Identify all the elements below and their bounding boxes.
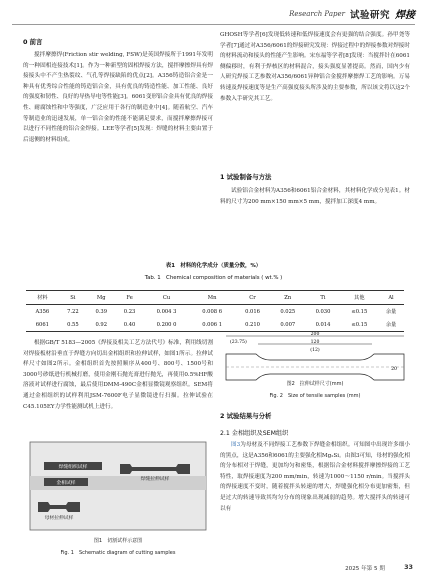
- header-script-title: Research Paper: [289, 9, 345, 18]
- table-cell: 7.22: [67, 308, 79, 315]
- table-header-cell: Mn: [189, 291, 235, 305]
- table-cell: 余量: [378, 318, 404, 332]
- figure2-caption-en: Fig. 2 Size of tensile samples (mm): [269, 393, 361, 399]
- page-number: 33: [404, 563, 413, 571]
- table-header-cell: Ti: [305, 291, 340, 305]
- dim-grip-width: 20: [391, 367, 397, 372]
- table-header-cell: 材料: [26, 291, 59, 305]
- dim-total-length: 200: [310, 332, 320, 337]
- table-cell: 0.210: [235, 318, 270, 332]
- intro-paragraph: 搅拌摩擦焊(Friction stir welding, FSW)是英国焊接所于1991年发明的一种固相连接技术[1]。作为一种新型的固相焊接方法，搅拌摩擦焊具有焊接接头中不产生热裂纹、气孔等焊接缺陷的优点[2]。A356铸造铝合金是一种具有优秀综合性能的铸造铝合金，具有优良的铸造性能、加工性能、良好的强度和韧性、良好的导热导电等性能[3]。6061变形铝合金具有优良的焊接性、耐腐蚀性和中等强度，广泛应用于各行的制造业中[4]。随着航空、汽车等制造业的迅速发展，单一铝合金的性能不能满足要求，而搅拌摩擦焊接可以进行不同性能的铝合金焊接。LEE等学者[5]发现：焊缝的材料主要由置于后退侧的材料组成。: [23, 52, 213, 143]
- right-top-paragraph-box: [220, 30, 410, 146]
- section1-heading: 1 试验制备与方法: [220, 173, 272, 181]
- journal-header: [289, 6, 415, 21]
- table-header-cell: Al: [378, 291, 404, 305]
- header-divider: [12, 24, 415, 25]
- table-row: [26, 318, 404, 332]
- header-section-title: 试验研究: [349, 9, 390, 21]
- table-cell: 0.030: [315, 308, 331, 315]
- figure3-reference-link[interactable]: 图3: [231, 442, 241, 448]
- table-header-cell: Zn: [270, 291, 305, 305]
- table-header-cell: Fe: [115, 291, 143, 305]
- table-cell: 6061: [26, 318, 59, 332]
- table1-title-en: Tab. 1 Chemical composition of materials ( wt.% ): [144, 275, 283, 281]
- figure1-cutting-diagram: [28, 440, 208, 532]
- table-cell: A356: [35, 308, 50, 315]
- method-paragraph-box: [23, 338, 213, 434]
- table1-title-cn: 表1 材料的化学成分（质量分数，%）: [165, 263, 262, 269]
- section21-paragraph: [220, 440, 410, 514]
- table-cell: ≤0.15: [351, 308, 368, 315]
- label-metallographic-sample: 金相试样: [56, 481, 76, 487]
- table-cell: 0.016: [245, 308, 260, 315]
- table-cell: 0.014: [305, 318, 340, 332]
- table-row: [26, 305, 404, 319]
- right-top-paragraph: GHOSH等学者[6]发现低转速和低焊接速度会有更强的结合强度。孙甲尧等学者[7]通过对A356/6061的焊接研究发现：焊接过程中的焊接参数对焊接时的材料流动和接头的性能产生影响。宋东福等学者[8]发现：当搅拌针在6061侧偏移时，有利于焊核区的材料混合，接头强度显著提高。然而，国内少有人研究焊接工艺参数对A356/6061异种铝合金搅拌摩擦焊工艺的影响。万易转速及焊接速度等是生产高强度接头所涉及的主要参数，所以该文将以这2个参数入手研究其工艺。: [220, 32, 410, 102]
- section21-heading: 2.1 金相组织及SEM组织: [220, 430, 289, 437]
- table-header-row: [26, 291, 404, 305]
- table-cell: 0.007: [270, 318, 305, 332]
- figure1-caption-en: Fig. 1 Schematic diagram of cutting samples: [60, 550, 176, 556]
- table-cell: 余量: [385, 309, 397, 315]
- figure2-caption-cn: 图2 拉伸试样尺寸(mm): [286, 381, 344, 387]
- table-cell: 0.55: [59, 318, 87, 332]
- section21-paragraph-box: [220, 440, 410, 556]
- table-cell: ≤0.15: [341, 318, 378, 332]
- table-cell: 0.200 0: [144, 318, 190, 332]
- label-weld-tensile-sample: 焊缝拉伸试样: [140, 477, 170, 482]
- label-base-tensile-sample: 母材拉伸试样: [44, 516, 74, 521]
- intro-paragraph-box: [23, 50, 213, 250]
- dim-grip-length: (23.75): [230, 340, 247, 345]
- table-cell: 0.40: [115, 318, 143, 332]
- table-cell: 0.92: [87, 318, 115, 332]
- figure1-caption-cn: 图1 切割试样示意图: [93, 538, 143, 544]
- section1-paragraph: 试验铝合金材料为A356和6061铝合金材料，其材料化学成分见表1。材料的尺寸为200 mm×150 mm×5 mm，搅拌加工深度4 mm。: [220, 188, 410, 205]
- intro-heading: 0 前言: [23, 38, 43, 46]
- table-cell: 0.23: [123, 308, 136, 315]
- table-cell: 0.004 3: [156, 308, 177, 315]
- issue-number: 2025 年第 5 期: [345, 566, 385, 572]
- dim-gauge-length: 120: [310, 340, 320, 345]
- section1-paragraph-box: [220, 186, 410, 232]
- dim-fillet: (12): [310, 348, 320, 353]
- table-header-cell: Cr: [235, 291, 270, 305]
- table-cell: 0.025: [280, 308, 296, 315]
- table-cell: 0.39: [95, 308, 108, 315]
- section21-body: 为母材及不同焊接工艺参数下焊缝金相组织。可知图中出现许多细小的黑点，这是A356和6061的主要强化相Mg₂Si。由图3可知，母材的强化相的分布相对于焊缝，更加均匀和密集，根据铝合金材料搅拌摩擦焊接的工艺特性，取焊接速度为200 mm/min，转速为1000～1150 r/min。当搅拌头的焊接速度不变时，随着搅拌头转速的增大，焊缝强化相分布更加密集，但是过大的转速导致其均匀分布的现象出现减弱的趋势。增大搅拌头的转速可以有: [220, 442, 410, 512]
- section2-heading: 2 试验结果与分析: [220, 412, 272, 420]
- chemical-composition-table: [26, 290, 404, 332]
- table-header-cell: 其他: [341, 291, 378, 305]
- method-paragraph: 根据GB/T 5183—2005《焊接及相关工艺方法代号》标准，利用线切割对焊接板材沿垂直于焊缝方向切出金相组织和拉伸试样，如图1所示。拉伸试样尺寸如图2所示。金相组织首先按照顺序从400号、800号、1500号和3000号砂纸进行机械打磨，使用金刚石抛光膏进行抛光，再使用0.5%HF酸溶液对试样进行腐蚀，最后使用DMM-490C金相显微镜观察组织。SEM将通过金相组织的试样利用JSM-7600F电子显微镜进行扫描。拉伸试验在C45.105EY力学性能测试机上进行。: [23, 340, 213, 410]
- table-header-cell: Si: [59, 291, 87, 305]
- label-weld-structure-sample: 焊缝组织试样: [58, 465, 88, 471]
- table-cell: 0.006 1: [189, 318, 235, 332]
- table-cell: 0.008 6: [202, 308, 223, 315]
- table-header-cell: Mg: [87, 291, 115, 305]
- journal-logo: 焊接: [395, 10, 415, 21]
- table-header-cell: Cu: [144, 291, 190, 305]
